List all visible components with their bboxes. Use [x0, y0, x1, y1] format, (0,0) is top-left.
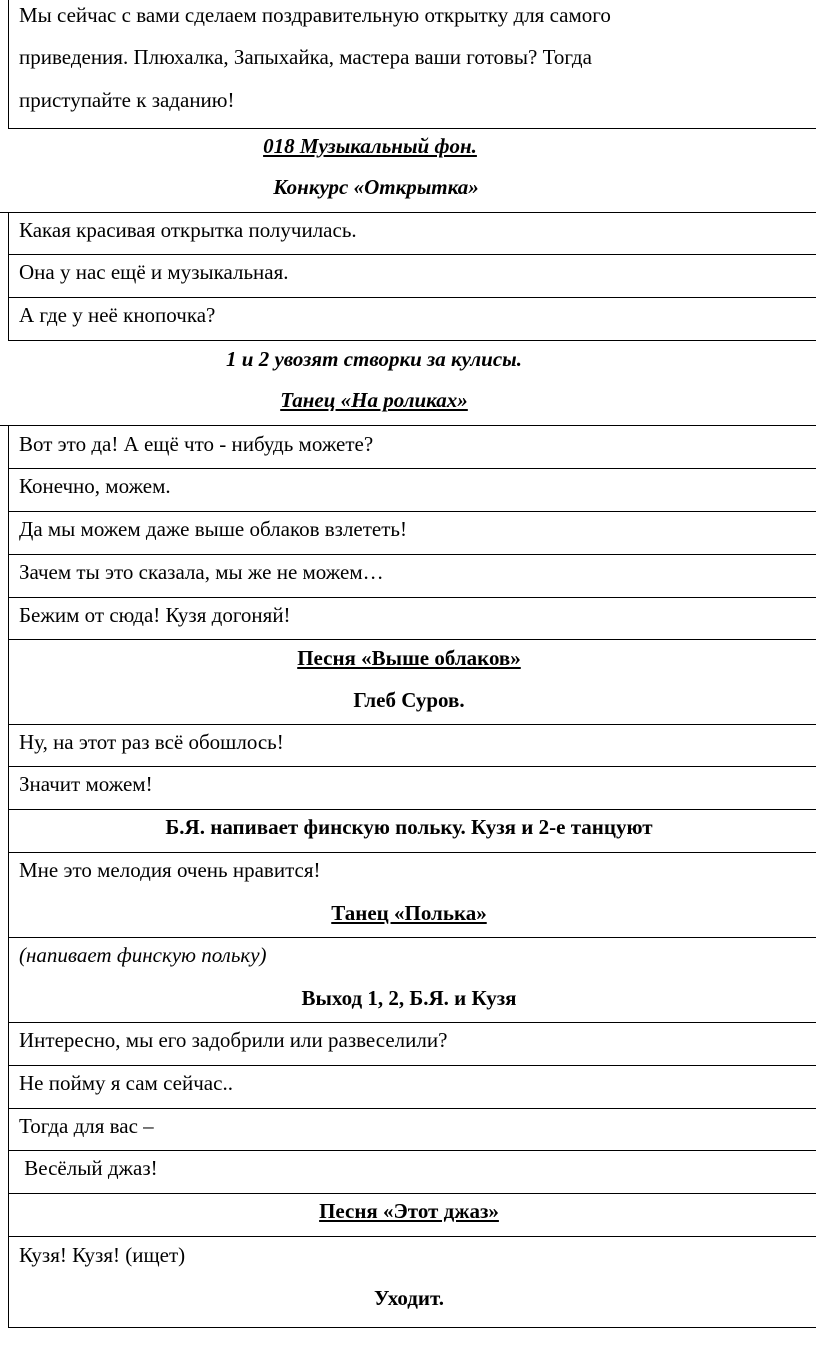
- script-line: Весёлый джаз!: [19, 1156, 158, 1180]
- script-row: [8, 1237, 816, 1328]
- script-line: Какая красивая открытка получилась.: [19, 218, 357, 242]
- script-row: [8, 426, 816, 469]
- script-row: [8, 298, 816, 341]
- cue-row: [8, 1194, 816, 1237]
- cue-entrance: Выход 1, 2, Б.Я. и Кузя: [301, 986, 517, 1010]
- script-line: Конечно, можем.: [19, 474, 171, 498]
- script-line: Кузя! Кузя! (ищет): [19, 1243, 186, 1267]
- script-line: Мне это мелодия очень нравится!: [19, 858, 321, 882]
- script-line: Мы сейчас с вами сделаем поздравительную открытку для самого: [19, 3, 611, 27]
- script-line: Не пойму я сам сейчас..: [19, 1071, 233, 1095]
- script-line: Бежим от сюда! Кузя догоняй!: [19, 603, 291, 627]
- cue-music-background: 018 Музыкальный фон.: [263, 134, 477, 158]
- script-row: [8, 213, 816, 255]
- cue-song-above-clouds: Песня «Выше облаков»: [297, 646, 521, 670]
- script-line: А где у неё кнопочка?: [19, 303, 216, 327]
- cue-performer: Глеб Суров.: [353, 688, 465, 712]
- script-line: Зачем ты это сказала, мы же не можем…: [19, 560, 384, 584]
- cue-shutters: 1 и 2 увозят створки за кулисы.: [226, 347, 522, 371]
- cue-dance-polka: Танец «Полька»: [331, 901, 487, 925]
- script-row: [8, 1023, 816, 1066]
- cue-polka: Б.Я. напивает финскую польку. Кузя и 2-е танцуют: [165, 815, 653, 839]
- cue-song-jazz: Песня «Этот джаз»: [319, 1199, 499, 1223]
- cue-dance-rollers: Танец «На роликах»: [280, 388, 468, 412]
- script-line: приведения. Плюхалка, Запыхайка, мастера ваши готовы? Тогда: [19, 45, 592, 69]
- script-row: [8, 1066, 816, 1109]
- script-line: Она у нас ещё и музыкальная.: [19, 260, 289, 284]
- script-row: [8, 767, 816, 810]
- script-row: [8, 0, 816, 129]
- script-row: [8, 598, 816, 640]
- cue-row: [8, 810, 816, 853]
- script-row: [8, 255, 816, 298]
- cue-contest-card: Конкурс «Открытка»: [273, 175, 479, 199]
- cue-row: [0, 341, 816, 426]
- script-line: Интересно, мы его задобрили или развеселили?: [19, 1028, 448, 1052]
- script-row: [8, 469, 816, 512]
- script-line: Значит можем!: [19, 772, 153, 796]
- cue-exit: Уходит.: [374, 1286, 444, 1310]
- script-row: [8, 725, 816, 767]
- script-row: [8, 853, 816, 938]
- script-row: [8, 938, 816, 1023]
- cue-row: [0, 129, 816, 213]
- script-line: Тогда для вас –: [19, 1114, 154, 1138]
- script-line: Вот это да! А ещё что - нибудь можете?: [19, 432, 374, 456]
- script-row: [8, 555, 816, 598]
- script-row: [8, 512, 816, 555]
- script-line: Ну, на этот раз всё обошлось!: [19, 730, 284, 754]
- stage-direction: (напивает финскую польку): [19, 943, 267, 967]
- script-row: [8, 1151, 816, 1194]
- script-row: [8, 1109, 816, 1151]
- script-line: приступайте к заданию!: [19, 88, 235, 112]
- script-line: Да мы можем даже выше облаков взлететь!: [19, 517, 407, 541]
- cue-row: [8, 640, 816, 725]
